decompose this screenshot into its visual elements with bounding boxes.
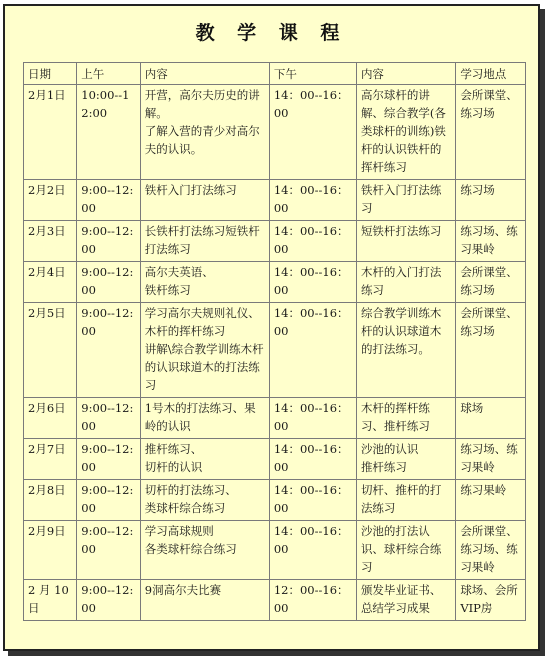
table-row bbox=[24, 85, 526, 180]
header-morning-content: 内容 bbox=[140, 63, 269, 85]
table-row bbox=[24, 221, 526, 262]
morning-content-cell: 推杆练习、 切杆的认识 bbox=[140, 439, 269, 480]
morning-time-cell: 9:00--12:00 bbox=[77, 180, 141, 221]
table-header-row bbox=[24, 63, 526, 85]
morning-content-cell: 学习高尔夫规则礼仪、 木杆的挥杆练习 讲解\综合教学训练木杆的认识球道木的打法练习 bbox=[140, 303, 269, 398]
afternoon-content-cell: 综合教学训练木杆的认识球道木的打法练习。 bbox=[356, 303, 455, 398]
morning-content-cell: 长铁杆打法练习短铁杆打法练习 bbox=[140, 221, 269, 262]
morning-time-cell: 9:00--12:00 bbox=[77, 262, 141, 303]
location-cell: 练习场、练习果岭 bbox=[456, 221, 526, 262]
afternoon-content-cell: 高尔球杆的讲解、综合教学(各类球杆的训练)铁杆的认识铁杆的挥杆练习 bbox=[356, 85, 455, 180]
location-cell: 会所课堂、练习场 bbox=[456, 262, 526, 303]
morning-time-cell: 9:00--12:00 bbox=[77, 580, 141, 621]
afternoon-time-cell: 14：00--16：00 bbox=[269, 398, 356, 439]
table-row bbox=[24, 580, 526, 621]
afternoon-time-cell: 14：00--16：00 bbox=[269, 221, 356, 262]
location-cell: 会所课堂、练习场、练习果岭 bbox=[456, 521, 526, 580]
location-cell: 会所课堂、练习场 bbox=[456, 85, 526, 180]
afternoon-time-cell: 14：00--16：00 bbox=[269, 521, 356, 580]
morning-content-cell: 高尔夫英语、 铁杆练习 bbox=[140, 262, 269, 303]
header-location: 学习地点 bbox=[456, 63, 526, 85]
afternoon-content-cell: 木杆的挥杆练习、推杆练习 bbox=[356, 398, 455, 439]
afternoon-time-cell: 12：00--16：00 bbox=[269, 580, 356, 621]
table-row bbox=[24, 480, 526, 521]
date-cell: 2月9日 bbox=[24, 521, 77, 580]
table-row bbox=[24, 398, 526, 439]
schedule-table bbox=[23, 62, 526, 621]
morning-time-cell: 9:00--12:00 bbox=[77, 439, 141, 480]
morning-time-cell: 9:00--12:00 bbox=[77, 398, 141, 439]
location-cell: 练习果岭 bbox=[456, 480, 526, 521]
morning-content-cell: 9洞高尔夫比赛 bbox=[140, 580, 269, 621]
afternoon-time-cell: 14：00--16：00 bbox=[269, 85, 356, 180]
location-cell: 练习场、练习果岭 bbox=[456, 439, 526, 480]
morning-time-cell: 9:00--12:00 bbox=[77, 521, 141, 580]
afternoon-time-cell: 14：00--16：00 bbox=[269, 180, 356, 221]
morning-time-cell: 9:00--12:00 bbox=[77, 480, 141, 521]
date-cell: 2月8日 bbox=[24, 480, 77, 521]
location-cell: 会所课堂、练习场 bbox=[456, 303, 526, 398]
afternoon-time-cell: 14：00--16：00 bbox=[269, 480, 356, 521]
afternoon-content-cell: 短铁杆打法练习 bbox=[356, 221, 455, 262]
morning-content-cell: 学习高球规则 各类球杆综合练习 bbox=[140, 521, 269, 580]
morning-time-cell: 9:00--12:00 bbox=[77, 303, 141, 398]
date-cell: 2月1日 bbox=[24, 85, 77, 180]
header-morning: 上午 bbox=[77, 63, 141, 85]
morning-content-cell: 铁杆入门打法练习 bbox=[140, 180, 269, 221]
header-afternoon: 下午 bbox=[269, 63, 356, 85]
afternoon-content-cell: 沙池的认识 推杆练习 bbox=[356, 439, 455, 480]
course-schedule-panel bbox=[3, 4, 540, 651]
morning-time-cell: 9:00--12:00 bbox=[77, 221, 141, 262]
afternoon-time-cell: 14：00--16：00 bbox=[269, 262, 356, 303]
location-cell: 球场、会所VIP房 bbox=[456, 580, 526, 621]
header-date: 日期 bbox=[24, 63, 77, 85]
table-row bbox=[24, 303, 526, 398]
table-row bbox=[24, 262, 526, 303]
morning-time-cell: 10:00--12:00 bbox=[77, 85, 141, 180]
date-cell: 2月4日 bbox=[24, 262, 77, 303]
date-cell: 2月5日 bbox=[24, 303, 77, 398]
afternoon-content-cell: 切杆、推杆的打法练习 bbox=[356, 480, 455, 521]
afternoon-content-cell: 木杆的入门打法练习 bbox=[356, 262, 455, 303]
page-title: 教 学 课 程 bbox=[195, 22, 348, 44]
date-cell: 2月3日 bbox=[24, 221, 77, 262]
morning-content-cell: 1号木的打法练习、果岭的认识 bbox=[140, 398, 269, 439]
afternoon-content-cell: 颁发毕业证书、总结学习成果 bbox=[356, 580, 455, 621]
date-cell: 2 月 10 日 bbox=[24, 580, 77, 621]
afternoon-content-cell: 沙池的打法认识、球杆综合练习 bbox=[356, 521, 455, 580]
afternoon-time-cell: 14：00--16：00 bbox=[269, 439, 356, 480]
afternoon-content-cell: 铁杆入门打法练习 bbox=[356, 180, 455, 221]
afternoon-time-cell: 14：00--16：00 bbox=[269, 303, 356, 398]
date-cell: 2月6日 bbox=[24, 398, 77, 439]
location-cell: 练习场 bbox=[456, 180, 526, 221]
table-row bbox=[24, 180, 526, 221]
header-afternoon-content: 内容 bbox=[356, 63, 455, 85]
date-cell: 2月7日 bbox=[24, 439, 77, 480]
morning-content-cell: 切杆的打法练习、 类球杆综合练习 bbox=[140, 480, 269, 521]
table-row bbox=[24, 521, 526, 580]
date-cell: 2月2日 bbox=[24, 180, 77, 221]
morning-content-cell: 开营，高尔夫历史的讲解。 了解入营的青少对高尔夫的认识。 bbox=[140, 85, 269, 180]
location-cell: 球场 bbox=[456, 398, 526, 439]
table-row bbox=[24, 439, 526, 480]
